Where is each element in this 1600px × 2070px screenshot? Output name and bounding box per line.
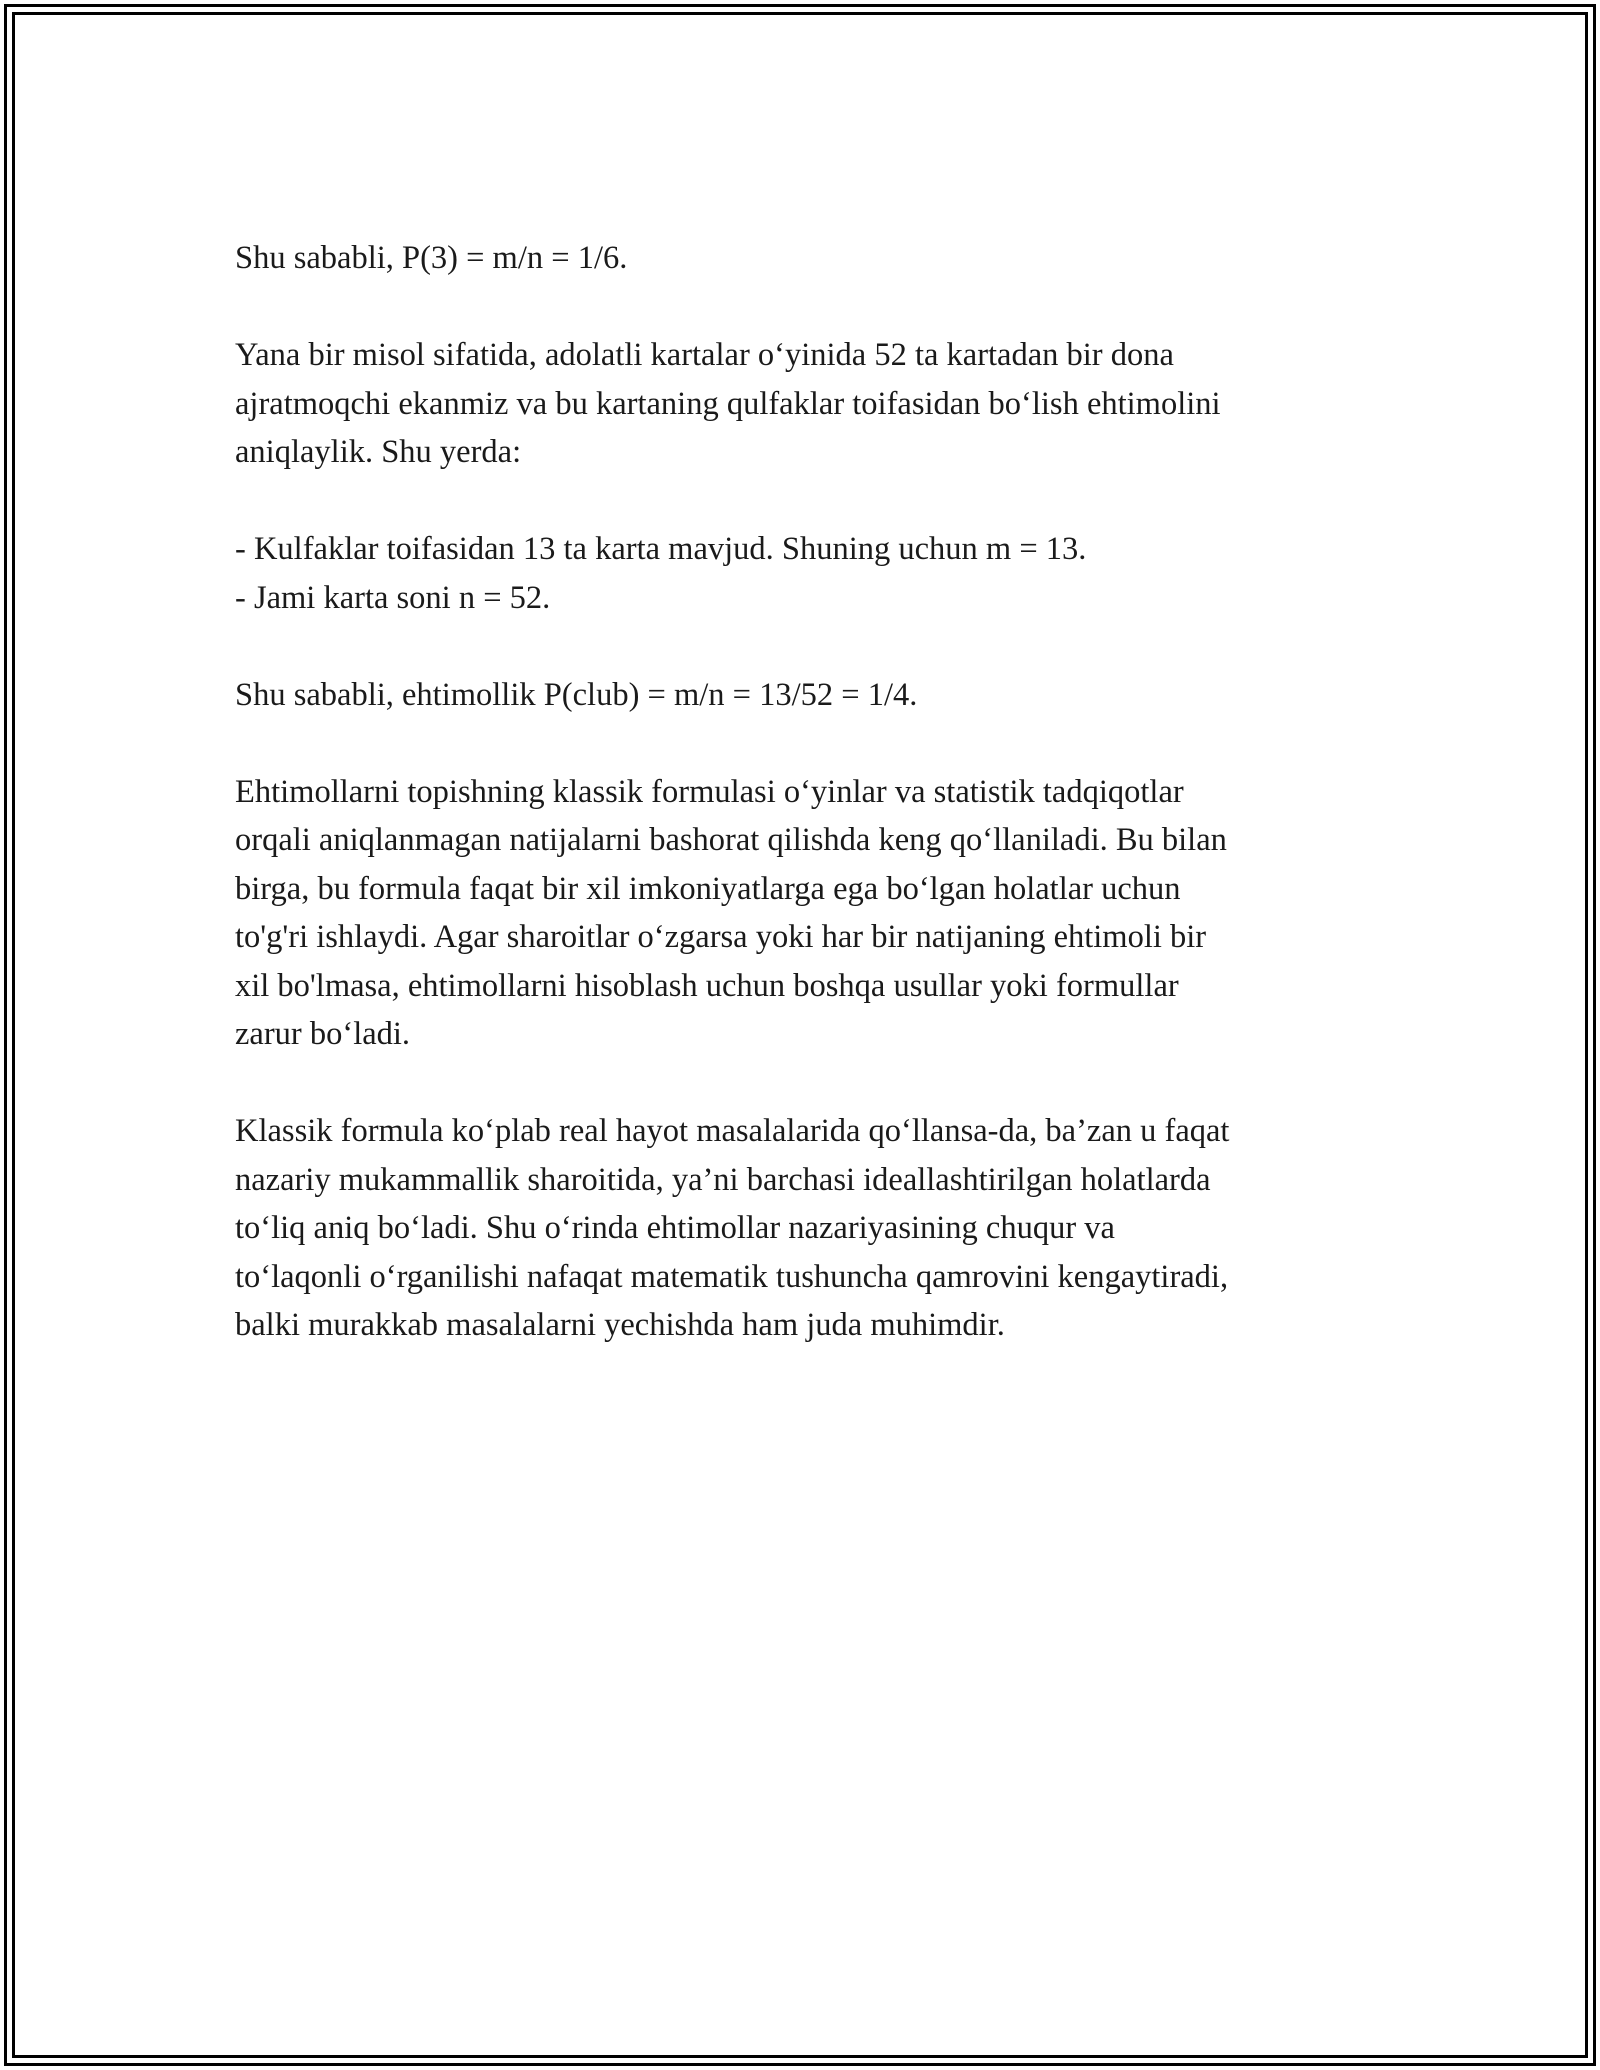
paragraph-card-values-list: - Kulfaklar toifasidan 13 ta karta mavjud. Shuning uchun m = 13. - Jami karta soni n = 52. [235,531,1087,616]
document-body [235,234,1365,1350]
paragraph-conclusion-club: Shu sababli, ehtimollik P(club) = m/n = 13/52 = 1/4. [235,676,918,713]
paragraph-card-example: Yana bir misol sifatida, adolatli kartalar o‘yinida 52 ta kartadan bir dona ajratmoqchi ekanmiz va bu kartaning qulfaklar toifasidan bo‘lish ehtimolini aniqlaylik. Shu yerda: [235,337,1221,470]
paragraph-conclusion-die: Shu sababli, P(3) = m/n = 1/6. [235,240,628,276]
paragraph-classical-formula-limits: Klassik formula ko‘plab real hayot masalalarida qo‘llansa-da, ba’zan u faqat nazariy mukammallik sharoitida, ya’ni barchasi ideallashtirilgan holatlarda to‘liq aniq bo‘ladi. Shu o‘rinda ehtimollar nazariyasining chuqur va to‘laqonli o‘rganilishi nafaqat matematik tushuncha qamrovini kengaytiradi, balki murakkab masalalarni yechishda ham juda muhimdir. [235,1113,1230,1343]
paragraph-classical-formula-usage: Ehtimollarni topishning klassik formulasi o‘yinlar va statistik tadqiqotlar orqali aniqlanmagan natijalarni bashorat qilishda keng qo‘llaniladi. Bu bilan birga, bu formula faqat bir xil imkoniyatlarga ega bo‘lgan holatlar uchun to'g'ri ishlaydi. Agar sharoitlar o‘zgarsa yoki har bir natijaning ehtimoli bir xil bo'lmasa, ehtimollarni hisoblash uchun boshqa usullar yoki formullar zarur bo‘ladi. [235,773,1227,1052]
